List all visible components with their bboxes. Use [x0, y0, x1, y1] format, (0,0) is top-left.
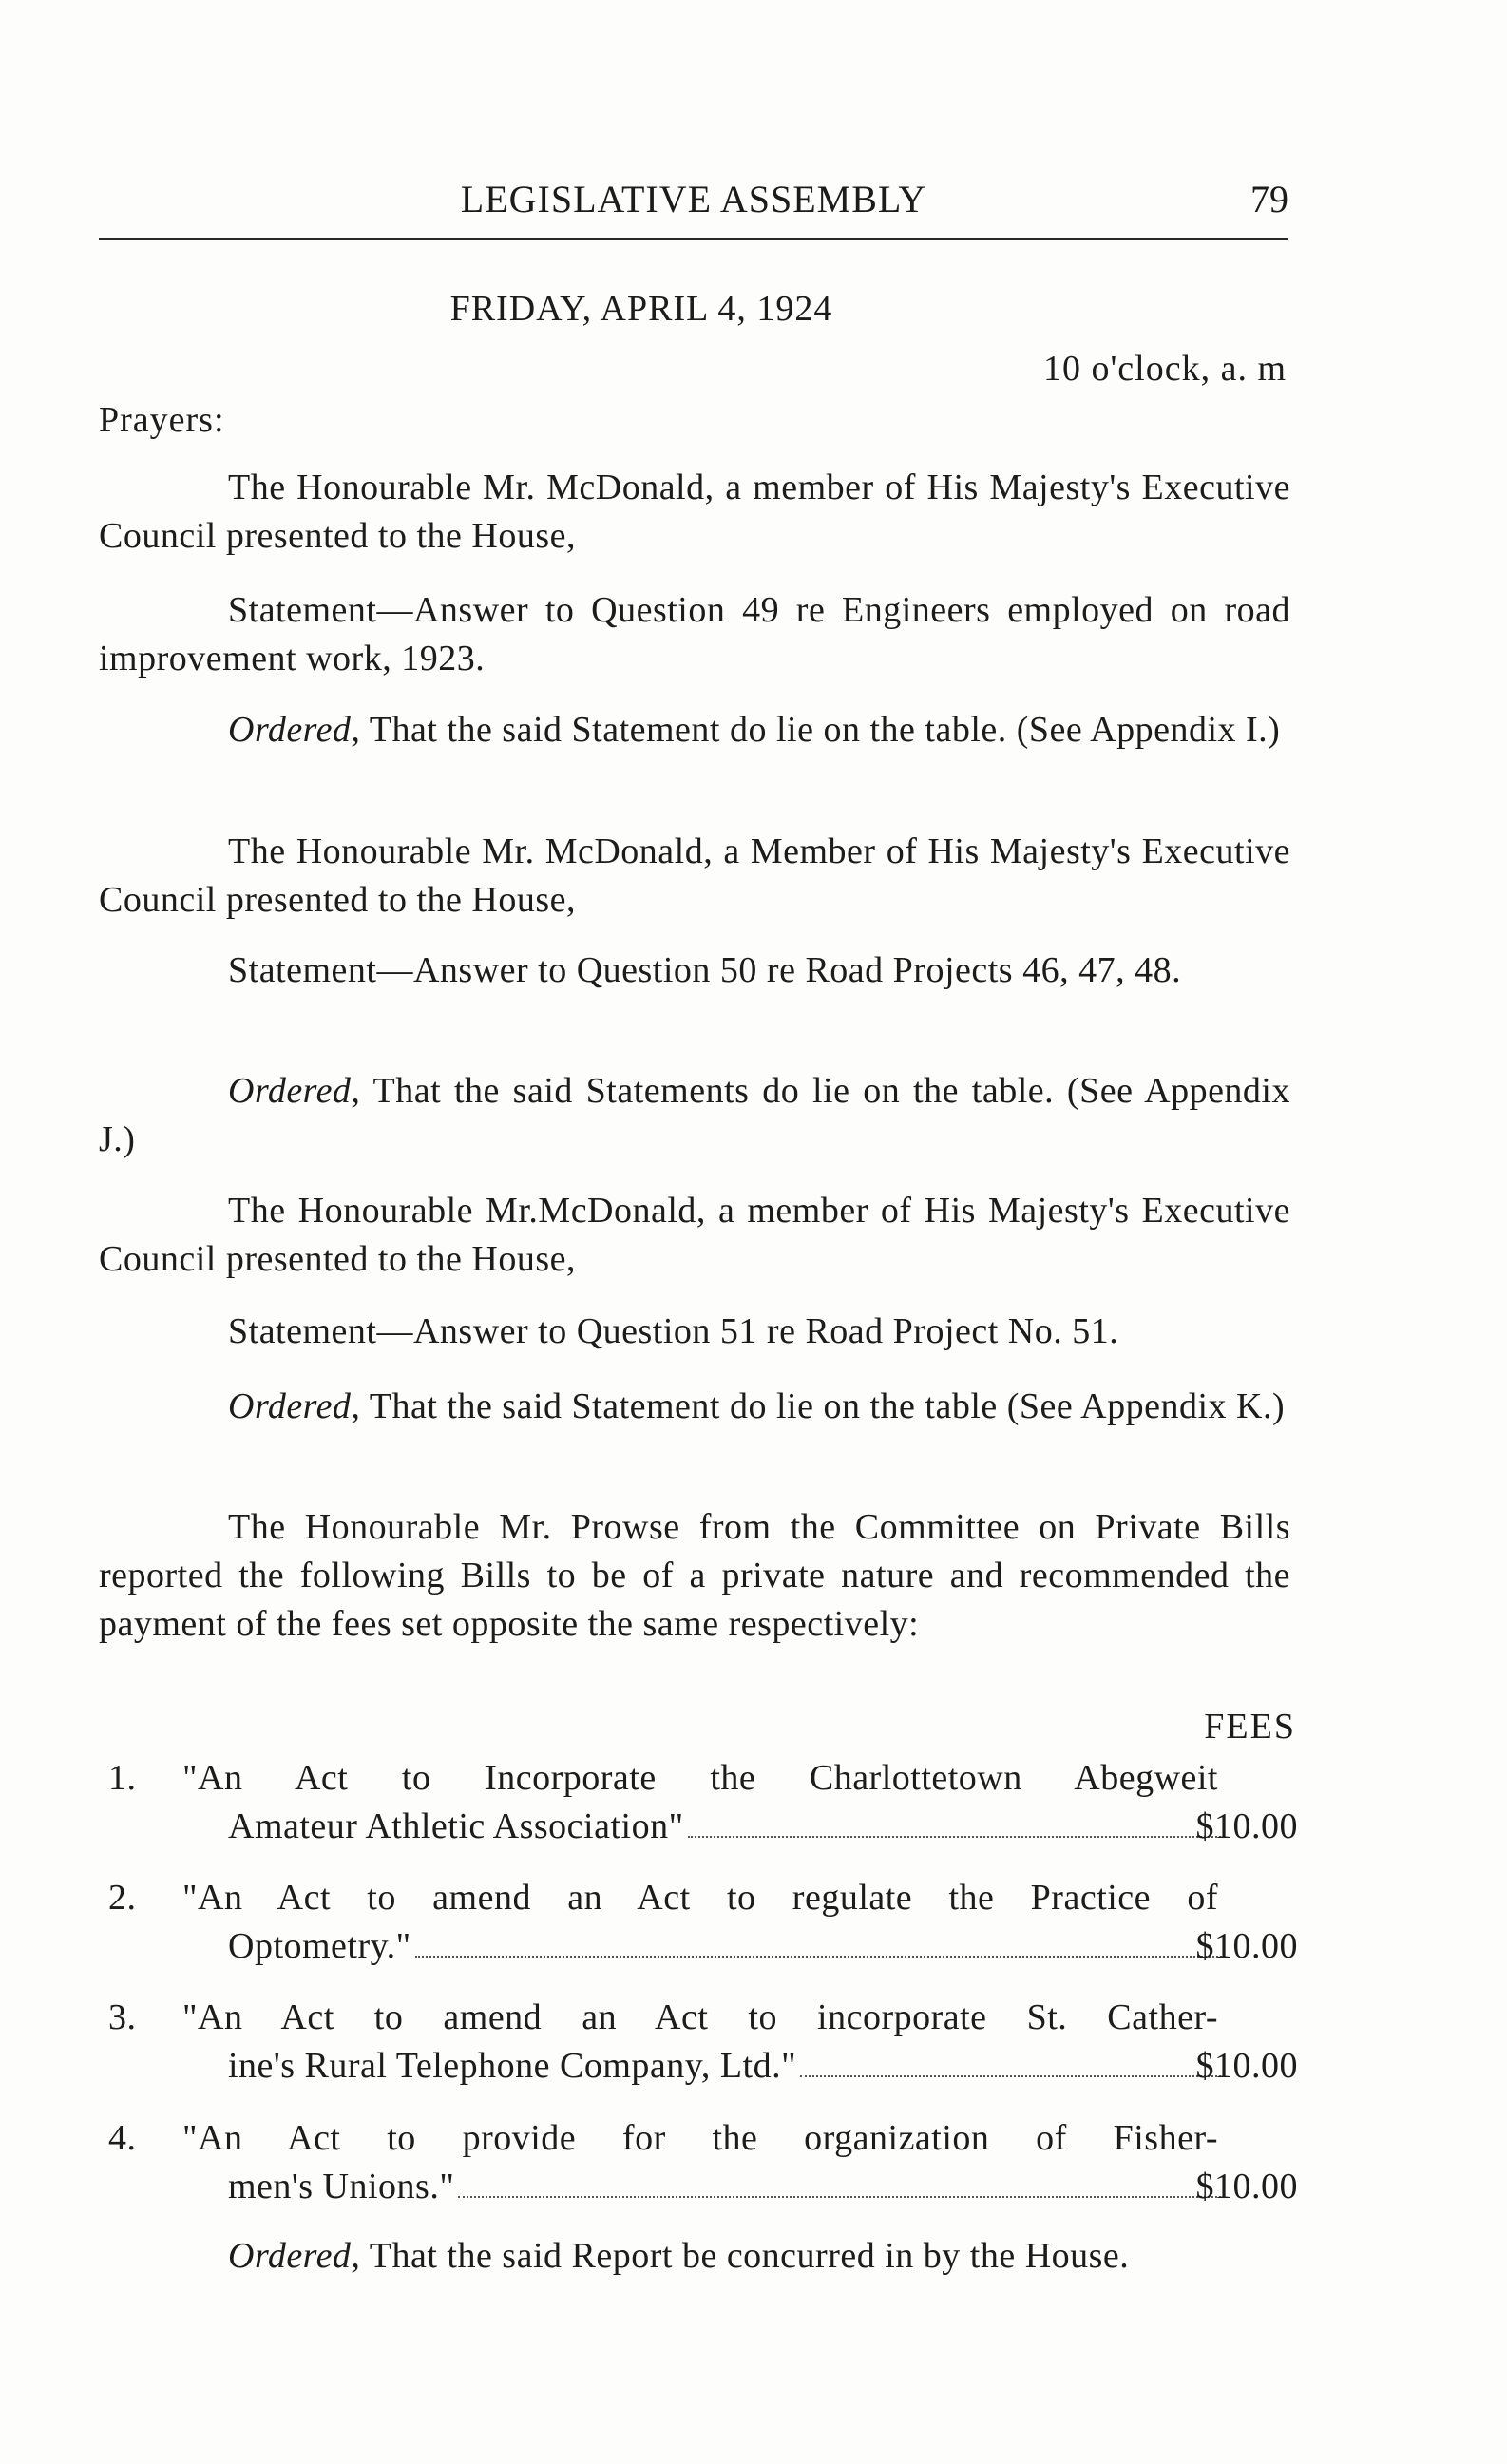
page-header [99, 171, 1288, 240]
paragraph-text: The Honourable Mr. McDonald, a member of His Majesty's Executive Council presented to the House, [99, 468, 1290, 556]
bill-title-continuation: Optometry." [228, 1926, 411, 1966]
paragraph [99, 586, 1290, 683]
bill-fee: $10.00 [1195, 2167, 1298, 2206]
paragraph-text: The Honourable Mr. Prowse from the Committee on Private Bills reported the following Bills to be of a private nature and recommended the payment of the fees set opposite the same respectively: [99, 1507, 1290, 1644]
paragraph [99, 706, 1290, 754]
bill-title-line1: "An Act to amend an Act to regulate the Practice of [182, 1878, 1218, 1918]
paragraph-text: That the said Statements do lie on the table. (See Appendix J.) [99, 1071, 1290, 1159]
bill-title-continuation: men's Unions." [228, 2167, 455, 2206]
bill-fee: $10.00 [1195, 1926, 1298, 1966]
dot-leader [688, 1835, 1225, 1838]
fees-heading: FEES [1204, 1707, 1296, 1747]
bill-title-line1: "An Act to Incorporate the Charlottetown Abegweit [182, 1758, 1218, 1798]
paragraph-text: The Honourable Mr. McDonald, a Member of His Majesty's Executive Council presented to the House, [99, 831, 1290, 920]
bill-title-line2 [228, 1922, 1232, 1971]
bill-fee: $10.00 [1195, 2046, 1298, 2086]
closing-text: That the said Report be concurred in by the House. [360, 2236, 1130, 2276]
paragraph [99, 1503, 1290, 1649]
paragraph [99, 828, 1290, 925]
paragraph-text: That the said Statement do lie on the table. (See Appendix I.) [360, 710, 1281, 750]
paragraph-text: Statement—Answer to Question 49 re Engineers employed on road improvement work, 1923. [99, 590, 1290, 678]
bill-number: 3. [108, 1997, 137, 2037]
ordered-label: Ordered, [228, 1386, 361, 1426]
paragraph [99, 1187, 1290, 1284]
dot-leader [415, 1955, 1225, 1958]
paragraph-text: That the said Statement do lie on the table (See Appendix K.) [360, 1386, 1286, 1426]
dot-leader [800, 2074, 1225, 2077]
ordered-label: Ordered, [228, 2236, 361, 2276]
paragraph [99, 1067, 1290, 1164]
bill-fee: $10.00 [1195, 1806, 1298, 1846]
ordered-label: Ordered, [228, 710, 361, 750]
prayers-label: Prayers: [99, 400, 225, 440]
bill-number: 2. [108, 1878, 137, 1918]
dot-leader [458, 2195, 1225, 2198]
ordered-label: Ordered, [228, 1071, 361, 1111]
bill-title-line1: "An Act to provide for the organization of Fisher- [182, 2118, 1218, 2158]
bill-title-line1: "An Act to amend an Act to incorporate St. Cather- [182, 1997, 1218, 2037]
paragraph [99, 946, 1290, 995]
paragraph [99, 464, 1290, 561]
paragraph-text: The Honourable Mr.McDonald, a member of His Majesty's Executive Council presented to the House, [99, 1191, 1290, 1279]
paragraph [99, 1383, 1290, 1431]
bill-number: 1. [108, 1758, 137, 1798]
bill-number: 4. [108, 2118, 137, 2158]
paragraph-text: Statement—Answer to Question 51 re Road Project No. 51. [228, 1311, 1119, 1351]
bill-title-line2 [228, 2042, 1232, 2091]
paragraph [99, 1308, 1290, 1356]
bill-title-continuation: ine's Rural Telephone Company, Ltd." [228, 2046, 797, 2086]
session-date: FRIDAY, APRIL 4, 1924 [449, 289, 833, 329]
header-title: LEGISLATIVE ASSEMBLY [460, 178, 927, 220]
session-time: 10 o'clock, a. m [1042, 349, 1287, 389]
bill-title-line2 [228, 1803, 1232, 1851]
closing-order [99, 2235, 1298, 2277]
page-number: 79 [1250, 178, 1288, 220]
bill-title-line2 [228, 2163, 1232, 2211]
paragraph-text: Statement—Answer to Question 50 re Road Projects 46, 47, 48. [228, 950, 1182, 990]
bill-title-continuation: Amateur Athletic Association" [228, 1806, 684, 1846]
